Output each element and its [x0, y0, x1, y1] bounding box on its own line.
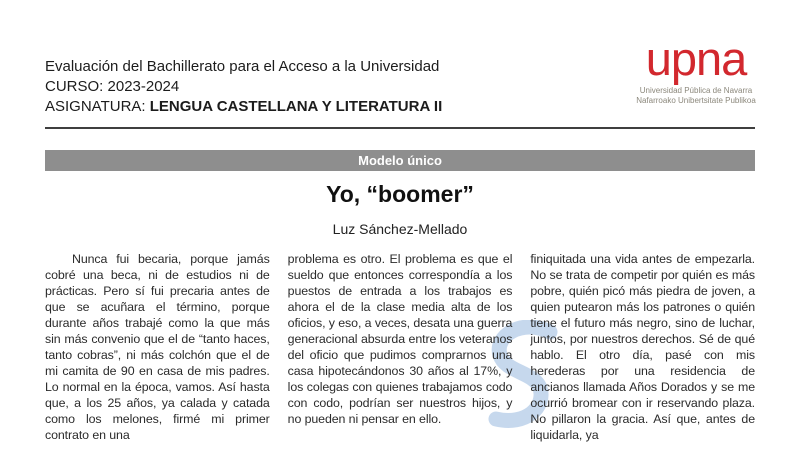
upna-wordmark: upna — [645, 32, 747, 85]
upna-subtext-es: Universidad Pública de Navarra — [639, 86, 753, 95]
article-column-1: Nunca fui becaria, porque jamás cobré una beca, ni de estudios ni de prácticas. Pero sí fui precaria antes de que se acuñara el término, porque durante años trabajé como la que más sin más convenio que el de “tanto haces, tanto cobras”, ni más colchón que el de mi camita de 90 en casa de mis padres. Lo normal en la época, vamos. Así hasta que, a los 25 años, ya calada y catada como los melones, firmé mi primer contrato en una — [45, 252, 270, 442]
subject-label: ASIGNATURA: — [45, 98, 150, 115]
upna-logo — [628, 32, 764, 106]
model-banner: Modelo único — [45, 150, 755, 171]
article-author: Luz Sánchez-Mellado — [332, 221, 468, 237]
header-divider-line — [45, 127, 755, 129]
subject-name: LENGUA CASTELLANA Y LITERATURA II — [149, 98, 443, 115]
article-column-2: problema es otro. El problema es que el sueldo que entonces correspondía a los puestos de entrada a los trabajos es ahora el de la clase media alta de los oficios, y eso, a veces, desata una guerra generacional absurda entre los veteranos del oficio que pudimos comprarnos una casa hipotecándonos 30 años al 17%, y los colegas con quienes trabajamos codo con codo, podrían ser nuestros hijos, y no pueden ni pensar en ello. — [287, 252, 513, 426]
article-columns — [45, 251, 755, 443]
article-column-3: finiquitada una vida antes de empezarla. No se trata de competir por quién es más pobre, quién picó más piedra de joven, a quien putearon más los patrones o quién tiene el futuro más negro, sino de luchar, juntos, por nuestros derechos. Sé de qué hablo. El otro día, pasé con mis herederas por una residencia de ancianos llamada Años Dorados y se me ocurrió bromear con ir reservando plaza. No pillaron la gracia. Así que, antes de liquidarla, ya — [530, 252, 756, 442]
upna-subtext-eu: Nafarroako Unibertsitate Publikoa — [636, 96, 756, 105]
article-title: Yo, “boomer” — [326, 181, 474, 207]
exam-header — [45, 57, 442, 117]
exam-header-line1: Evaluación del Bachillerato para el Acceso a la Universidad — [45, 58, 440, 75]
exam-header-subject-line — [45, 97, 442, 117]
exam-header-course: CURSO: 2023-2024 — [45, 78, 180, 95]
upna-logo-subtext — [628, 86, 764, 106]
